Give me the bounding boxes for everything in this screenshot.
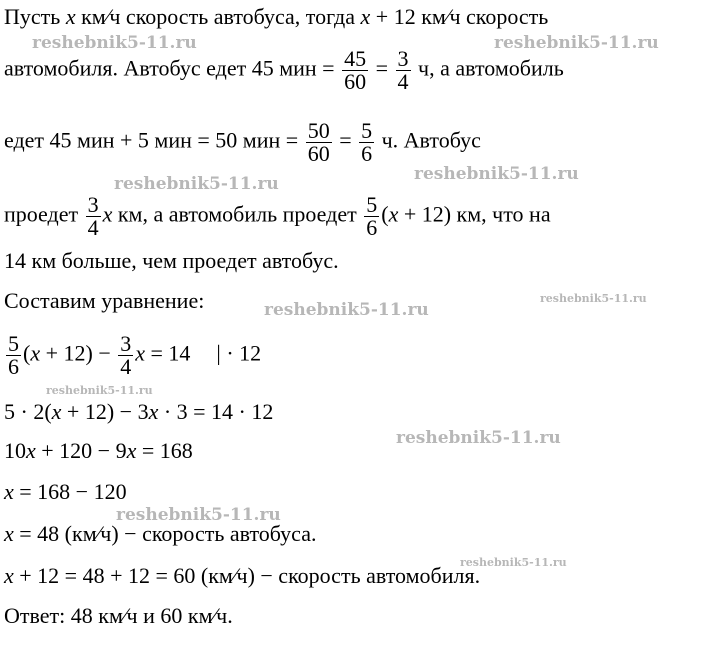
- answer-text: Ответ: 48 км⁄ч и 60 км⁄ч.: [4, 603, 233, 628]
- fraction-5-6: [359, 120, 374, 165]
- variable-x: x: [360, 4, 371, 29]
- numerator: 45: [344, 46, 367, 71]
- watermark: reshebnik5-11.ru: [396, 428, 561, 448]
- multiplier-note: | · 12: [216, 340, 262, 366]
- denominator: 6: [8, 354, 19, 379]
- denominator: 6: [361, 141, 373, 166]
- variable-x: x: [148, 399, 159, 424]
- text-segment: = 168: [136, 438, 193, 463]
- fraction-3-4: [118, 333, 133, 378]
- denominator: 6: [366, 215, 378, 240]
- watermark: reshebnik5-11.ru: [494, 33, 659, 53]
- fraction-3-4: [86, 194, 101, 239]
- variable-x: x: [4, 521, 14, 546]
- denominator: 60: [344, 69, 367, 94]
- text-segment: 5 · 2(: [4, 399, 52, 424]
- fraction-50-60: [306, 120, 332, 165]
- watermark: reshebnik5-11.ru: [540, 292, 647, 305]
- fraction-5-6: [364, 194, 379, 239]
- answer-line: [4, 604, 233, 628]
- text-segment: (: [23, 340, 31, 366]
- text-line-5: [4, 249, 339, 273]
- text-segment: + 120 − 9: [35, 438, 127, 463]
- text-segment: + 12) − 3: [61, 399, 149, 424]
- watermark: reshebnik5-11.ru: [264, 300, 429, 320]
- text-segment: автомобиля. Автобус едет 45 мин =: [4, 55, 341, 81]
- text-segment: · 3 = 14 · 12: [158, 399, 274, 424]
- text-segment: + 12 = 48 + 12 = 60 (км⁄ч) − скорость автомобиля.: [13, 563, 481, 588]
- text-segment: + 12) км, что на: [398, 201, 551, 227]
- variable-x: x: [26, 438, 36, 463]
- numerator: 5: [366, 192, 378, 217]
- equation-line-2: [4, 400, 273, 424]
- text-segment: 10: [4, 438, 26, 463]
- text-segment: Пусть: [4, 4, 66, 29]
- text-segment: = 48 (км⁄ч) − скорость автобуса.: [13, 521, 317, 546]
- text-segment: ч, а автомобиль: [412, 55, 564, 81]
- text-segment: + 12) −: [40, 340, 117, 366]
- denominator: 4: [397, 69, 409, 94]
- text-line-6: [4, 289, 204, 313]
- denominator: 60: [307, 141, 330, 166]
- text-segment: = 14: [145, 340, 191, 366]
- watermark: reshebnik5-11.ru: [116, 505, 281, 525]
- text-segment: проедет: [4, 201, 84, 227]
- text-segment: едет 45 мин + 5 мин = 50 мин =: [4, 127, 304, 153]
- section-heading: Составим уравнение:: [4, 288, 205, 313]
- watermark: reshebnik5-11.ru: [460, 556, 567, 569]
- watermark: reshebnik5-11.ru: [32, 33, 197, 53]
- equals-sign: =: [370, 55, 394, 81]
- denominator: 4: [120, 354, 132, 379]
- text-segment: км, а автомобиль проедет: [112, 201, 363, 227]
- text-line-2: [4, 48, 564, 93]
- text-segment: (: [381, 201, 389, 227]
- variable-x: x: [388, 201, 399, 227]
- text-segment: 14 км больше, чем проедет автобус.: [4, 248, 339, 273]
- numerator: 3: [397, 46, 409, 71]
- numerator: 3: [120, 331, 132, 356]
- text-line-3: [4, 120, 481, 165]
- variable-x: x: [4, 563, 14, 588]
- text-segment: ч. Автобус: [376, 127, 481, 153]
- variable-x: x: [30, 340, 41, 366]
- fraction-5-6: [6, 333, 21, 378]
- equation-line-5: [4, 522, 316, 546]
- text-segment: км⁄ч скорость автобуса, тогда: [75, 4, 361, 29]
- equals-sign: =: [333, 127, 358, 153]
- text-line-4: [4, 194, 551, 239]
- fraction-45-60: [342, 48, 368, 93]
- equation-line-4: [4, 480, 127, 504]
- text-segment: = 168 − 120: [13, 479, 127, 504]
- numerator: 5: [361, 118, 373, 143]
- equation-line-6: [4, 564, 480, 588]
- denominator: 4: [87, 215, 99, 240]
- variable-x: x: [135, 340, 145, 366]
- variable-x: x: [65, 4, 76, 29]
- equation-line-3: [4, 439, 193, 463]
- variable-x: x: [126, 438, 137, 463]
- variable-x: x: [51, 399, 62, 424]
- watermark: reshebnik5-11.ru: [114, 174, 279, 194]
- text-segment: + 12 км⁄ч скорость: [370, 4, 549, 29]
- variable-x: x: [102, 201, 113, 227]
- numerator: 5: [8, 331, 19, 356]
- text-line-1: [4, 5, 548, 29]
- equation-line-1: [4, 333, 261, 378]
- watermark: reshebnik5-11.ru: [46, 384, 153, 397]
- numerator: 50: [307, 118, 330, 143]
- fraction-3-4: [396, 48, 411, 93]
- watermark: reshebnik5-11.ru: [414, 164, 579, 184]
- numerator: 3: [87, 192, 99, 217]
- variable-x: x: [4, 479, 14, 504]
